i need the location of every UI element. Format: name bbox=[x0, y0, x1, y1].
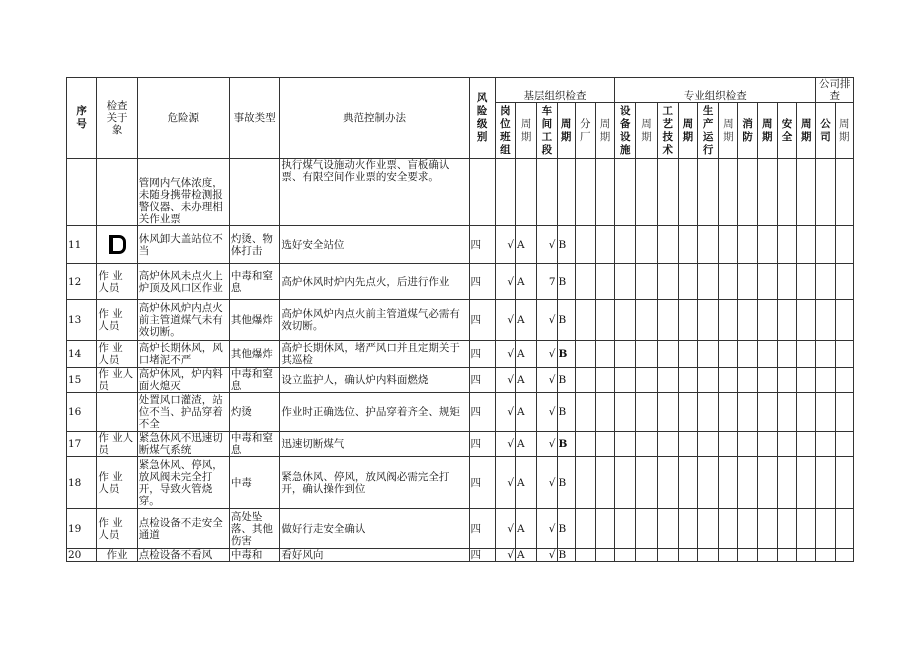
table-row: 11 休风卸大盖站位不当 灼烫、物体打击 选好安全站位 四 √ A √ B bbox=[67, 226, 854, 264]
sub-period-9: 周期 bbox=[835, 103, 853, 159]
period-workshop: B bbox=[557, 226, 575, 264]
table-row: 13 作 业 人员 高炉休风炉内点火前主管道煤气未有效切断。 其他爆炸 高炉休风炉内点火前主管道煤气必需有效切断。 四 √ A √ B bbox=[67, 300, 854, 341]
sub-equipment: 设备设施 bbox=[615, 103, 636, 159]
table-row: 管网内气体浓度，未随身携带检测报警仪器、未办理相关作业票 执行煤气设施动火作业票、盲板确认票、有限空间作业票的安全要求。 bbox=[67, 159, 854, 226]
header-row-1 bbox=[67, 78, 854, 103]
sub-period-7: 周期 bbox=[757, 103, 777, 159]
period-post: A bbox=[516, 226, 537, 264]
table-row: 19 作 业 人员 点检设备不走安全通道 高处坠落、其他伤害 做好行走安全确认 四 √ A √ B bbox=[67, 509, 854, 549]
table-row: 20 作业 点检设备不看风 中毒和 看好风向 四 √ A √ B bbox=[67, 549, 854, 562]
sub-safety: 安全 bbox=[777, 103, 796, 159]
col-risk: 风险级别 bbox=[469, 78, 495, 159]
check-post: √ bbox=[495, 226, 515, 264]
table-row: 12 作 业 人员 高炉休风未点火上炉顶及风口区作业 中毒和窒息 高炉休风时炉内先点火，后进行作业 四 √ A 7 B bbox=[67, 264, 854, 300]
sub-period-3: 周期 bbox=[595, 103, 614, 159]
sub-period-8: 周期 bbox=[797, 103, 816, 159]
sub-period-2: 周期 bbox=[557, 103, 575, 159]
sub-production: 生产运行 bbox=[698, 103, 719, 159]
col-hazard: 危险源 bbox=[137, 78, 229, 159]
sub-company: 公司 bbox=[816, 103, 835, 159]
table-row: 14 作 业 人员 高炉长期休风，风口堵泥不严 其他爆炸 高炉长期休风，堵严风口并且定期关于其巡检 四 √ A √ B bbox=[67, 341, 854, 368]
table-row: 17 作 业人员 紧急休风不迅速切断煤气系统 中毒和窒息 迅速切断煤气 四 √ A √ B bbox=[67, 432, 854, 457]
col-accident: 事故类型 bbox=[229, 78, 280, 159]
table-row: 15 作 业人员 高炉休风，炉内料面火熄灭 中毒和窒息 设立监护人，确认炉内料面燃烧 四 √ A √ B bbox=[67, 368, 854, 393]
sub-workshop: 车间工段 bbox=[537, 103, 557, 159]
sub-process: 工艺技术 bbox=[657, 103, 678, 159]
check-workshop: √ bbox=[537, 226, 557, 264]
sub-fire: 消防 bbox=[738, 103, 757, 159]
col-seq: 序号 bbox=[67, 78, 97, 159]
col-control: 典范控制办法 bbox=[280, 78, 469, 159]
sub-period-4: 周期 bbox=[636, 103, 657, 159]
sub-period-6: 周期 bbox=[719, 103, 738, 159]
col-grassroots: 基层组织检查 bbox=[495, 78, 614, 103]
col-company-top: 公司排查 bbox=[816, 78, 854, 103]
sub-post: 岗位班组 bbox=[495, 103, 515, 159]
sub-branch: 分厂 bbox=[575, 103, 595, 159]
col-professional: 专业组织检查 bbox=[615, 78, 816, 103]
sub-period-5: 周期 bbox=[678, 103, 697, 159]
table-row: 18 作 业 人员 紧急休风、停风，放风阀未完全打开，导致火管烧穿。 中毒 紧急休风、停风，放风阀必需完全打开，确认操作到位 四 √ A √ B bbox=[67, 457, 854, 509]
hazard-table bbox=[66, 77, 854, 562]
sub-period-1: 周期 bbox=[516, 103, 537, 159]
table-row: 16 处置风口灌渣，站位不当、护品穿着不全 灼烫 作业时正确选位、护品穿着齐全、规矩 四 √ A √ B bbox=[67, 393, 854, 432]
d-mark-icon bbox=[109, 235, 126, 254]
col-object: 检查关于象 bbox=[97, 78, 137, 159]
